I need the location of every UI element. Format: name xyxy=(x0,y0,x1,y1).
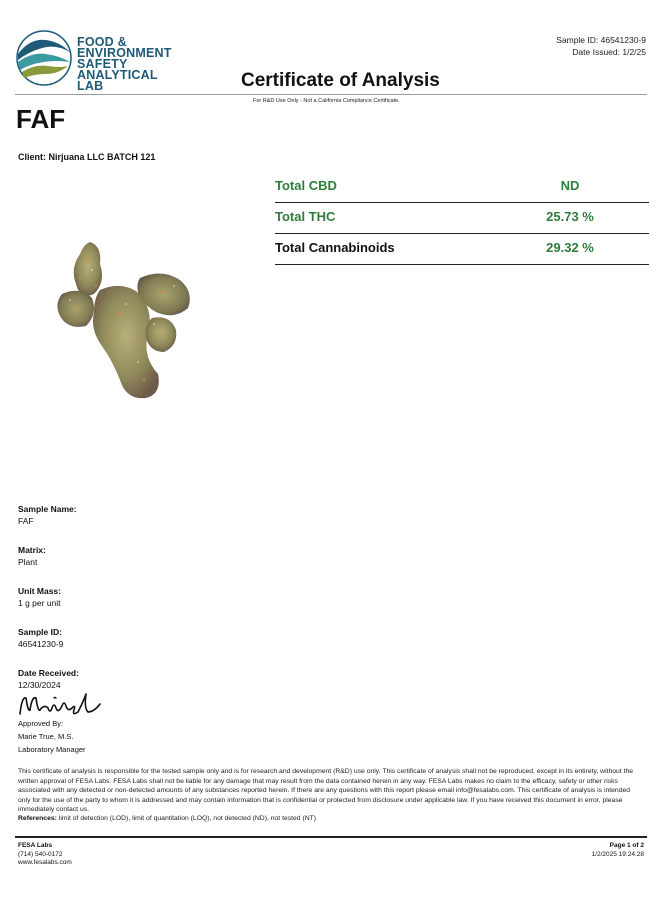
sample-meta xyxy=(556,34,646,58)
approver-role: Laboratory Manager xyxy=(18,745,86,754)
references-text: limit of detection (LOD), limit of quantitation (LOQ), not detected (ND), not tested (NT) xyxy=(58,815,317,822)
total-value: 25.73 % xyxy=(546,209,594,224)
header-divider xyxy=(15,94,647,95)
page-number: Page 1 of 2 xyxy=(609,842,644,849)
field-matrix xyxy=(18,544,79,569)
total-thc-row xyxy=(275,203,649,234)
disclaimer-text: This certificate of analysis is responsible for the tested sample only and is for research and development (R&D) use only. This certificate of analysis shall not be reproduced, except in its entirety, without the written approval of FESA Labs. FESA Labs shall not be liable for any damage that may result from the data contained herein in any way. FESA Labs makes no claim to the efficacy, safety or other risks associated with any detected or non-detected amounts of any substances reported herein. If there are any questions with this report please email info@fesalabs.com. This certificate of analysis is intended only for the use of the party to whom it is addressed and may contain information that is confidential or protected from disclosure under applicable law. If you have received this document in error, please immediately contact us. xyxy=(18,768,634,813)
logo-line: ENVIRONMENT xyxy=(77,46,172,60)
approval-block xyxy=(18,717,86,756)
footer-page-info xyxy=(592,842,644,859)
references xyxy=(18,815,316,822)
total-cbd-row xyxy=(275,172,649,203)
total-cannabinoids-row xyxy=(275,234,649,265)
product-photo xyxy=(50,234,200,406)
logo-line: SAFETY xyxy=(77,57,128,71)
footer-website: www.fesalabs.com xyxy=(18,859,72,866)
total-label: Total THC xyxy=(275,209,336,224)
total-value: 29.32 % xyxy=(546,240,594,255)
footer-timestamp: 1/2/2025 19:24:28 xyxy=(591,850,644,858)
field-value: 1 g per unit xyxy=(18,598,61,608)
field-unit-mass xyxy=(18,585,79,610)
approver-name: Marie True, M.S. xyxy=(18,732,74,741)
field-value: 12/30/2024 xyxy=(18,680,61,690)
field-sample-name xyxy=(18,503,79,528)
footer-company: FESA Labs xyxy=(18,842,53,849)
field-value: Plant xyxy=(18,557,38,567)
field-date-received xyxy=(18,667,79,692)
field-value: 46541230-9 xyxy=(18,639,64,649)
field-label: Sample Name: xyxy=(18,504,77,514)
total-label: Total CBD xyxy=(275,178,337,193)
logo-wordmark xyxy=(77,37,186,92)
field-value: FAF xyxy=(18,516,34,526)
field-label: Matrix: xyxy=(18,545,46,555)
total-value: ND xyxy=(560,178,580,193)
logo-line: FOOD & xyxy=(77,35,127,49)
cannabinoid-totals xyxy=(275,172,649,265)
footer-contact xyxy=(18,842,72,868)
logo-line: ANALYTICAL LAB xyxy=(77,68,158,93)
product-name: FAF xyxy=(16,104,66,134)
field-label: Unit Mass: xyxy=(18,586,61,596)
field-sample-id xyxy=(18,626,79,651)
references-label: References: xyxy=(18,815,57,822)
fesa-logo-icon xyxy=(16,30,72,86)
signature xyxy=(18,690,102,720)
date-issued: Date Issued: 1/2/25 xyxy=(572,47,646,57)
total-label: Total Cannabinoids xyxy=(275,240,395,255)
client-line: Client: Nirjuana LLC BATCH 121 xyxy=(18,152,156,162)
fesa-logo xyxy=(16,30,186,93)
footer-phone: (714) 540-0172 xyxy=(18,850,63,858)
field-label: Sample ID: xyxy=(18,627,62,637)
sample-details xyxy=(18,503,79,708)
document-subtitle: For R&D Use Only - Not a California Compliance Certificate. xyxy=(253,98,400,104)
sample-id-header: Sample ID: 46541230-9 xyxy=(556,35,646,45)
field-label: Date Received: xyxy=(18,668,79,678)
document-title: Certificate of Analysis xyxy=(241,70,440,91)
approved-by-label: Approved By: xyxy=(18,719,64,728)
footer-divider xyxy=(15,836,647,838)
